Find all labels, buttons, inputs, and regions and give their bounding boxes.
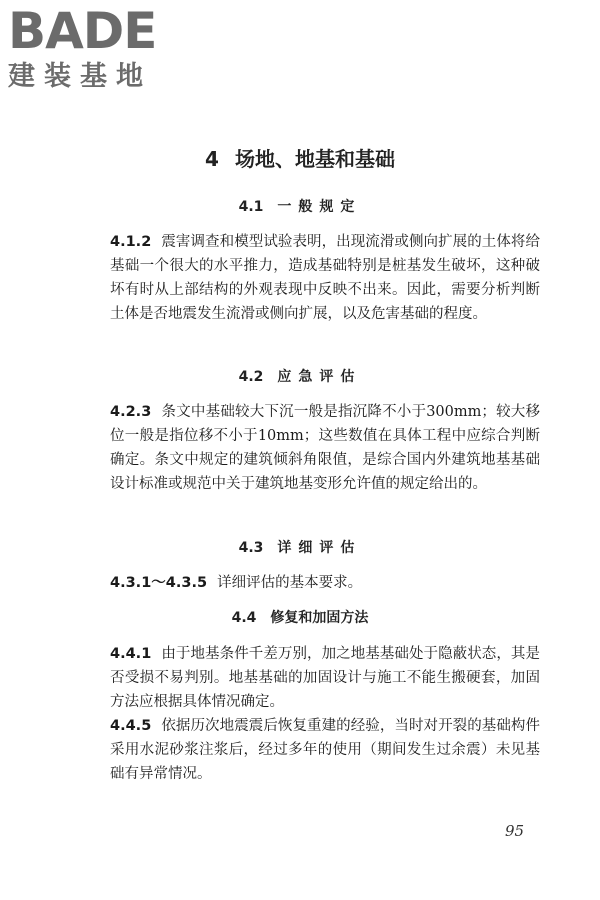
clause-number: 4.3.1～4.3.5 (110, 575, 208, 591)
section-number: 4.3 (238, 540, 264, 556)
clause-number: 4.2.3 (110, 404, 152, 420)
section-heading-4-3 (0, 537, 600, 557)
paragraph-text: 震害调查和模型试验表明，出现流滑或侧向扩展的土体将给基础一个很大的水平推力，造成基础特别是桩基发生破坏，这种破坏有时从上部结构的外观表现中反映不出来。因此，需要分析判断土体是否地震发生流滑或侧向扩展，以及危害基础的程度。 (110, 234, 540, 322)
paragraph-text: 详细评估的基本要求。 (217, 575, 363, 591)
paragraph-4-4-5 (110, 714, 540, 786)
section-title: 一般规定 (277, 199, 362, 215)
bade-logo (8, 2, 178, 92)
paragraph-4-1-2 (110, 230, 540, 326)
clause-number: 4.1.2 (110, 234, 152, 250)
paragraph-4-3-1 (110, 571, 540, 595)
chapter-title: 场地、地基和基础 (234, 147, 395, 171)
section-heading-4-2 (0, 366, 600, 386)
section-number: 4.2 (238, 369, 264, 385)
logo-subtitle: 建装基地 (8, 61, 152, 92)
paragraph-4-4-1 (110, 642, 540, 714)
chapter-number: 4 (205, 147, 219, 171)
paragraph-text: 依据历次地震震后恢复重建的经验，当时对开裂的基础构件采用水泥砂浆注浆后，经过多年的使用（期间发生过余震）未见基础有异常情况。 (110, 718, 540, 782)
logo-brand-text: BADE (8, 2, 157, 60)
section-number: 4.4 (231, 610, 257, 626)
page-number: 95 (505, 822, 525, 840)
section-heading-4-1 (0, 196, 600, 216)
section-heading-4-4 (0, 607, 600, 627)
section-title: 修复和加固方法 (270, 610, 369, 626)
section-title: 详细评估 (277, 540, 362, 556)
paragraph-text: 条文中基础较大下沉一般是指沉降不小于300mm；较大移位一般是指位移不小于10mm；这些数值在具体工程中应综合判断确定。条文中规定的建筑倾斜角限值，是综合国内外建筑地基基础设计标准或规范中关于建筑地基变形允许值的规定给出的。 (110, 404, 540, 492)
clause-number: 4.4.5 (110, 718, 152, 734)
clause-number: 4.4.1 (110, 646, 152, 662)
chapter-heading (0, 143, 600, 172)
section-number: 4.1 (238, 199, 264, 215)
section-title: 应急评估 (277, 369, 362, 385)
paragraph-4-2-3 (110, 400, 540, 496)
paragraph-text: 由于地基条件千差万别，加之地基基础处于隐蔽状态，其是否受损不易判别。地基基础的加固设计与施工不能生搬硬套，加固方法应根据具体情况确定。 (110, 646, 540, 710)
